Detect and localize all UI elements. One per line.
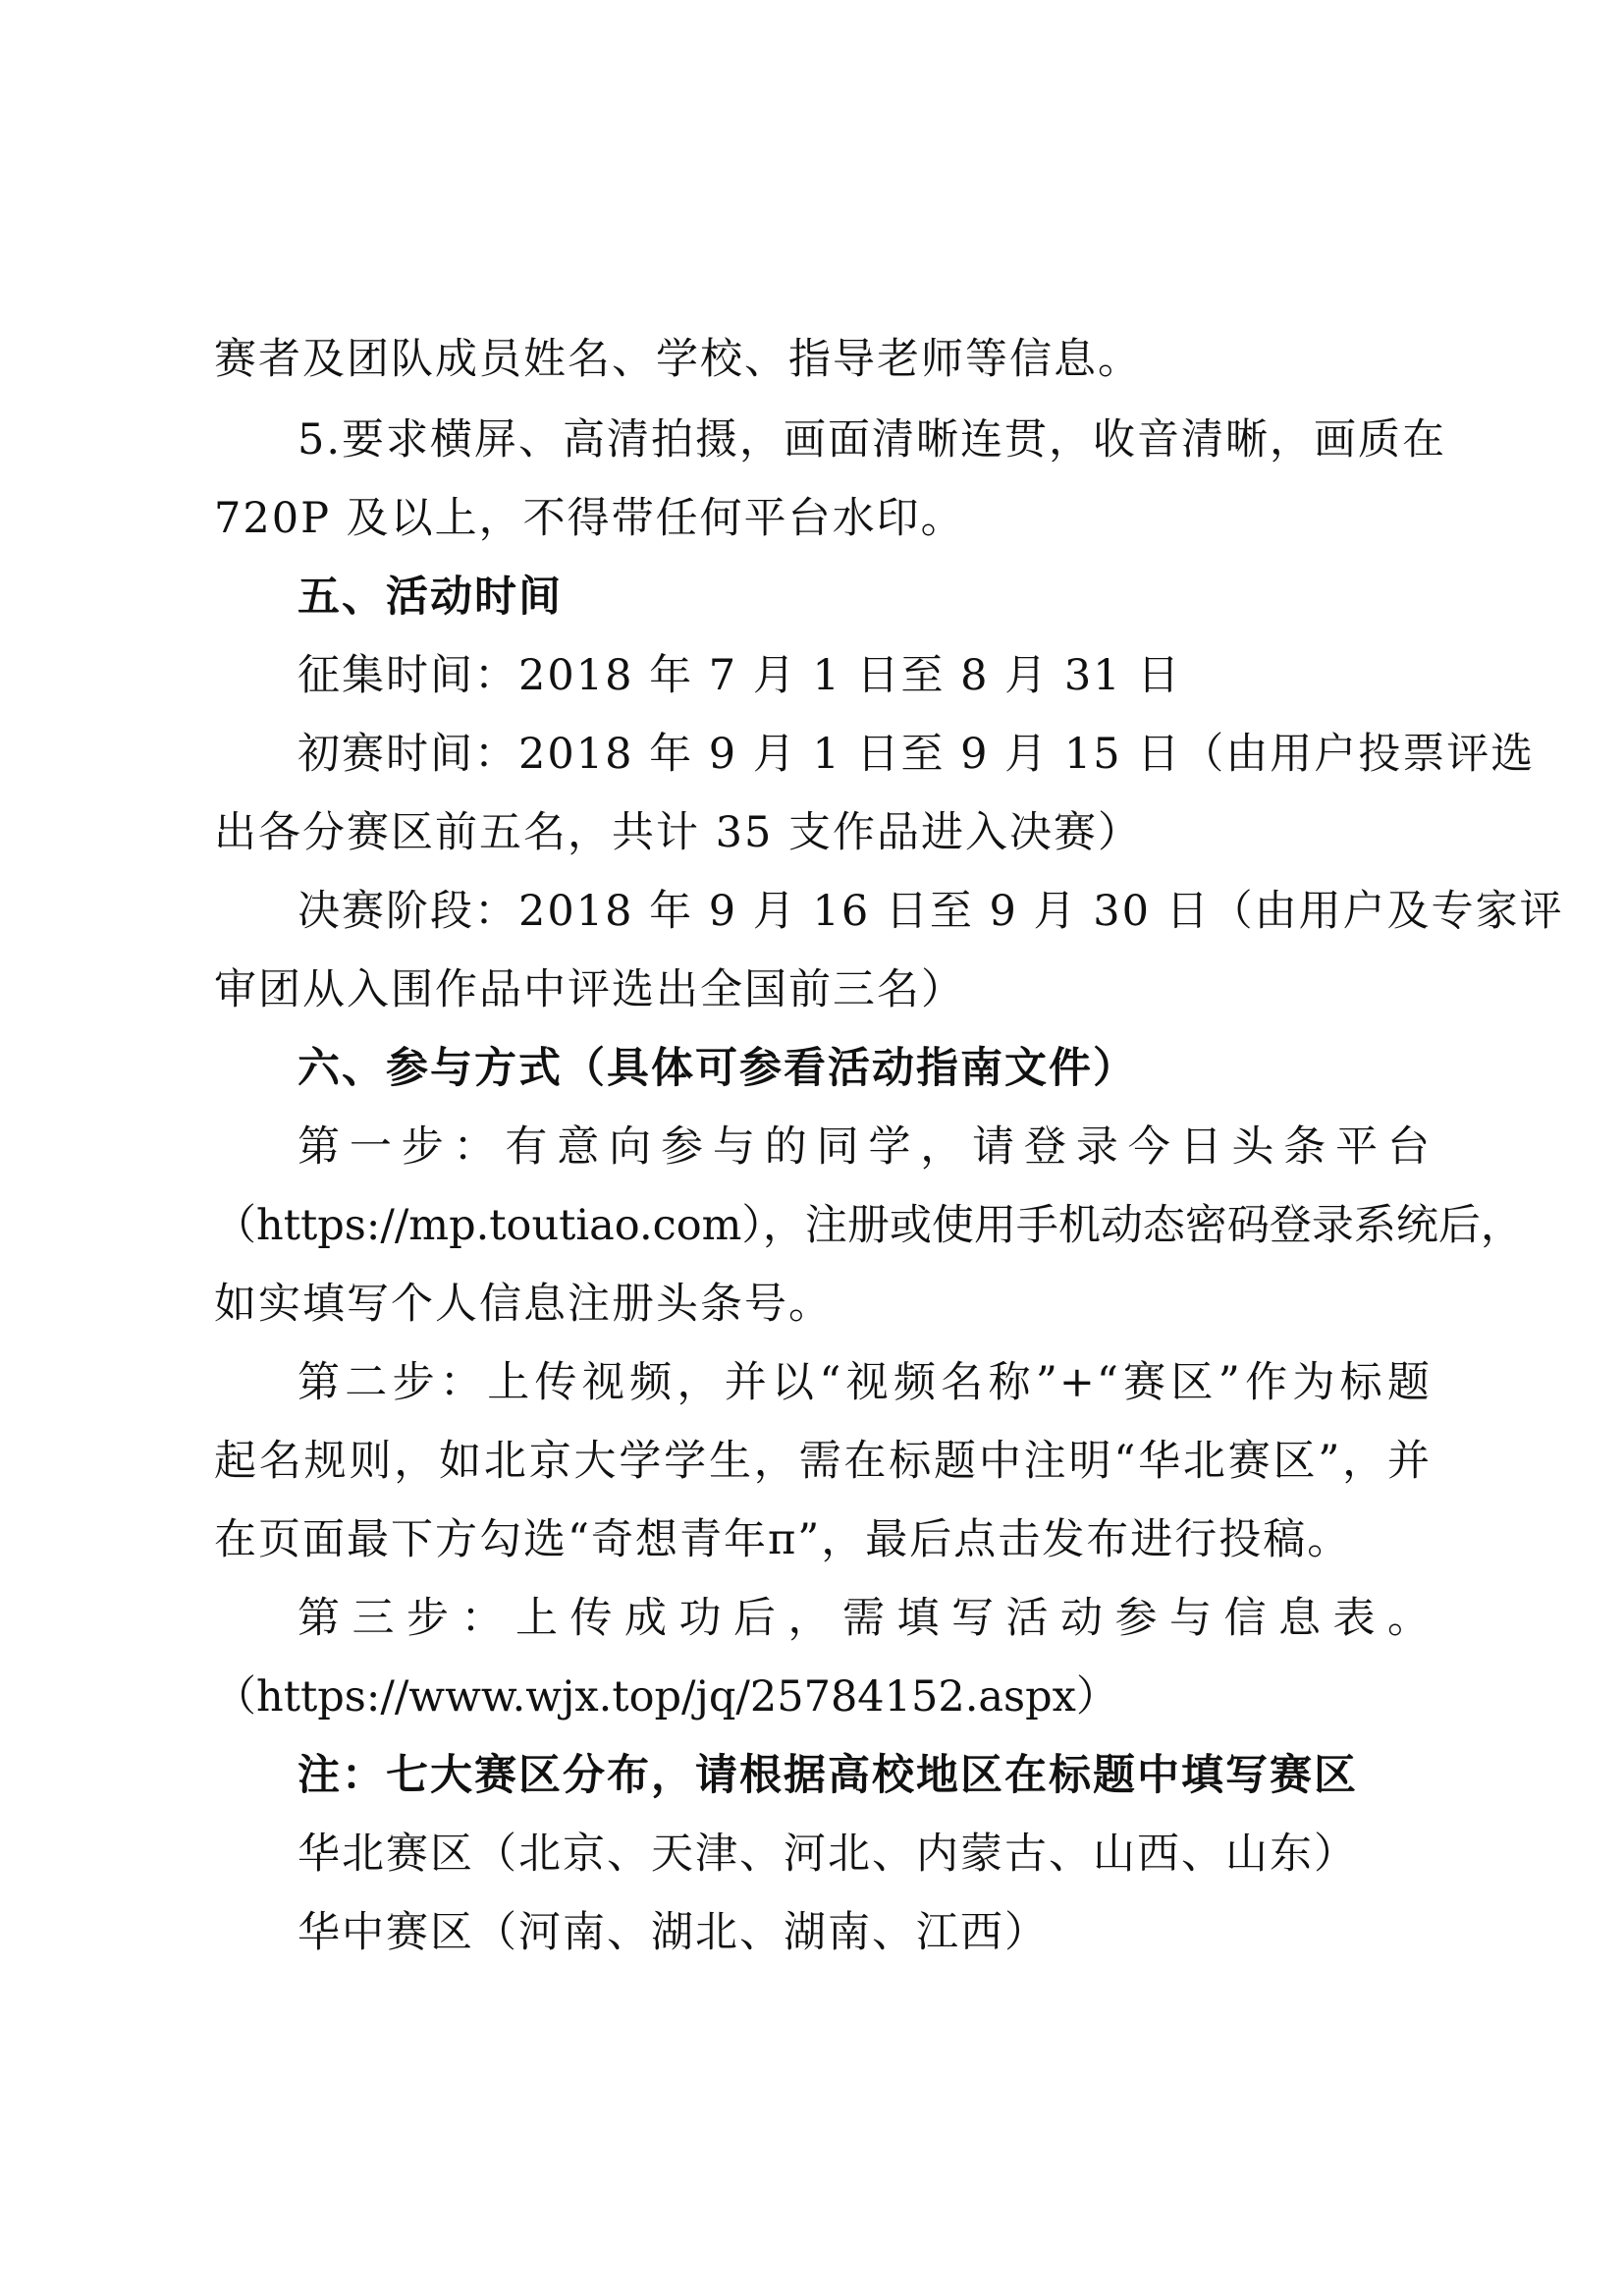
- preliminary-time: 初赛时间：2018 年 9 月 1 日至 9 月 15 日（由用户投票评选: [298, 730, 1536, 779]
- paragraph-line: 起名规则，如北京大学学生，需在标题中注明“华北赛区”，并: [214, 1437, 1432, 1486]
- paragraph-line: 审团从入围作品中评选出全国前三名）: [214, 965, 965, 1014]
- step-three: 第三步：上传成功后，需填写活动参与信息表。: [298, 1594, 1432, 1643]
- note-heading-divisions: 注：七大赛区分布，请根据高校地区在标题中填写赛区: [298, 1751, 1358, 1800]
- paragraph-line: 在页面最下方勾选“奇想青年π”，最后点击发布进行投稿。: [214, 1515, 1352, 1564]
- paragraph-line: 如实填写个人信息注册头条号。: [214, 1280, 833, 1329]
- step-two: 第二步：上传视频，并以“视频名称”+“赛区”作为标题: [298, 1358, 1432, 1407]
- paragraph-line: 出各分赛区前五名，共计 35 支作品进入决赛）: [214, 808, 1143, 857]
- paragraph-line: 720P 及以上，不得带任何平台水印。: [214, 494, 965, 543]
- requirement-item-5: 5.要求横屏、高清拍摄，画面清晰连贯，收音清晰，画质在: [298, 415, 1447, 465]
- survey-url-line: （https://www.wjx.top/jq/25784152.aspx）: [214, 1672, 1118, 1722]
- collection-time: 征集时间：2018 年 7 月 1 日至 8 月 31 日: [298, 651, 1182, 700]
- final-stage-time: 决赛阶段：2018 年 9 月 16 日至 9 月 30 日（由用户及专家评: [298, 887, 1564, 936]
- section-heading-activity-time: 五、活动时间: [298, 573, 563, 622]
- section-heading-participation: 六、参与方式（具体可参看活动指南文件）: [298, 1044, 1137, 1093]
- step-one: 第一步：有意向参与的同学，请登录今日头条平台: [298, 1122, 1432, 1172]
- division-north-china: 华北赛区（北京、天津、河北、内蒙古、山西、山东）: [298, 1830, 1358, 1879]
- division-central-china: 华中赛区（河南、湖北、湖南、江西）: [298, 1908, 1049, 1957]
- toutiao-url-line: （https://mp.toutiao.com），注册或使用手机动态密码登录系统后，: [214, 1201, 1523, 1250]
- paragraph-line: 赛者及团队成员姓名、学校、指导老师等信息。: [214, 335, 1142, 384]
